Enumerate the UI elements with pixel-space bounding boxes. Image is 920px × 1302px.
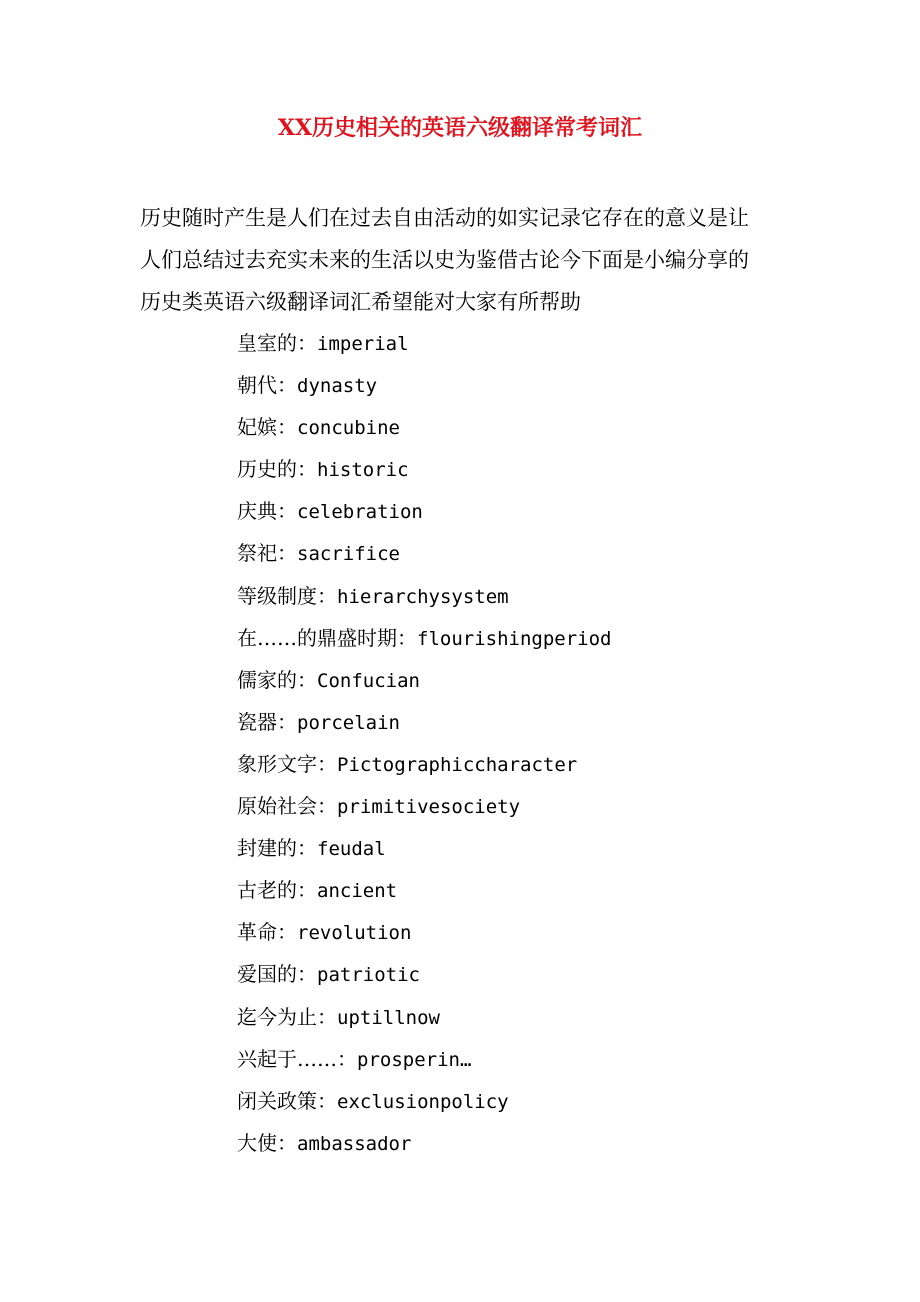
vocab-separator: ： <box>297 962 317 987</box>
vocab-chinese-term: 等级制度 <box>237 583 317 608</box>
vocab-english-term: porcelain <box>297 711 400 734</box>
vocab-english-term: ambassador <box>297 1132 412 1155</box>
vocab-chinese-term: 瓷器 <box>237 709 277 734</box>
vocab-english-term: historic <box>317 459 409 482</box>
vocab-english-term: patriotic <box>317 964 420 987</box>
vocab-chinese-term: 历史的 <box>237 457 297 482</box>
vocab-separator: ： <box>297 457 317 482</box>
vocab-separator: ： <box>297 878 317 903</box>
vocab-english-term: primitivesociety <box>337 796 521 819</box>
vocab-english-term: uptillnow <box>337 1006 440 1029</box>
vocab-chinese-term: 迄今为止 <box>237 1004 317 1029</box>
vocab-item <box>237 954 837 996</box>
vocab-separator: ： <box>277 541 297 566</box>
intro-line: 历史类英语六级翻译词汇希望能对大家有所帮助 <box>140 290 581 314</box>
vocab-separator: ： <box>317 751 337 776</box>
vocab-chinese-term: 古老的 <box>237 878 297 903</box>
vocab-separator: ： <box>277 499 297 524</box>
vocab-separator: ： <box>297 836 317 861</box>
vocab-english-term: imperial <box>317 333 409 355</box>
vocab-item <box>237 702 837 744</box>
vocab-separator: ： <box>277 415 297 440</box>
intro-paragraph <box>140 197 780 323</box>
vocab-chinese-term: 在……的鼎盛时期 <box>237 625 397 650</box>
vocab-item <box>237 1081 837 1123</box>
vocab-english-term: concubine <box>297 417 400 440</box>
vocab-english-term: ancient <box>317 880 398 903</box>
vocab-chinese-term: 妃嫔 <box>237 415 277 440</box>
vocab-separator: ： <box>317 583 337 608</box>
vocab-item <box>237 870 837 912</box>
vocab-item <box>237 576 837 618</box>
vocab-item <box>237 449 837 491</box>
vocab-english-term: celebration <box>297 501 423 524</box>
vocab-english-term: dynasty <box>297 375 378 398</box>
vocabulary-list <box>237 323 837 1165</box>
vocab-english-term: Pictographiccharacter <box>337 753 578 776</box>
vocab-separator: ： <box>277 1130 297 1155</box>
vocab-chinese-term: 原始社会 <box>237 794 317 819</box>
vocab-english-term: exclusionpolicy <box>337 1090 509 1113</box>
vocab-item <box>237 407 837 449</box>
vocab-item <box>237 744 837 786</box>
vocab-english-term: Confucian <box>317 669 420 692</box>
vocab-chinese-term: 大使 <box>237 1130 277 1155</box>
vocab-item <box>237 1123 837 1165</box>
intro-line: 历史随时产生是人们在过去自由活动的如实记录它存在的意义是让 <box>140 206 749 230</box>
vocab-separator: ： <box>337 1046 357 1071</box>
vocab-separator: ： <box>317 794 337 819</box>
vocab-separator: ： <box>297 667 317 692</box>
vocab-item <box>237 491 837 533</box>
vocab-chinese-term: 皇室的 <box>237 331 297 355</box>
document-title: XX历史相关的英语六级翻译常考词汇 <box>277 115 643 141</box>
vocab-english-term: sacrifice <box>297 543 400 566</box>
vocab-chinese-term: 朝代 <box>237 373 277 398</box>
vocab-english-term: feudal <box>317 838 386 861</box>
vocab-chinese-term: 爱国的 <box>237 962 297 987</box>
vocab-item <box>237 997 837 1039</box>
vocab-separator: ： <box>317 1004 337 1029</box>
vocab-chinese-term: 庆典 <box>237 499 277 524</box>
vocab-item <box>237 912 837 954</box>
vocab-item <box>237 786 837 828</box>
vocab-separator: ： <box>277 373 297 398</box>
vocab-item <box>237 365 837 407</box>
vocab-item <box>237 828 837 870</box>
vocab-english-term: revolution <box>297 922 412 945</box>
vocab-separator: ： <box>317 1088 337 1113</box>
vocab-separator: ： <box>277 920 297 945</box>
vocab-chinese-term: 兴起于…… <box>237 1046 337 1071</box>
vocab-chinese-term: 革命 <box>237 920 277 945</box>
vocab-item <box>237 1039 837 1081</box>
vocab-chinese-term: 祭祀 <box>237 541 277 566</box>
vocab-separator: ： <box>397 625 417 650</box>
vocab-item <box>237 533 837 575</box>
vocab-english-term: hierarchysystem <box>337 585 509 608</box>
vocab-chinese-term: 儒家的 <box>237 667 297 692</box>
vocab-chinese-term: 封建的 <box>237 836 297 861</box>
vocab-chinese-term: 象形文字 <box>237 751 317 776</box>
vocab-english-term: flourishingperiod <box>417 627 612 650</box>
vocab-english-term: prosperin… <box>357 1048 472 1071</box>
intro-line: 人们总结过去充实未来的生活以史为鉴借古论今下面是小编分享的 <box>140 248 749 272</box>
vocab-chinese-term: 闭关政策 <box>237 1088 317 1113</box>
vocab-item <box>237 660 837 702</box>
vocab-item <box>237 618 837 660</box>
vocab-separator: ： <box>297 331 317 355</box>
vocab-separator: ： <box>277 709 297 734</box>
vocab-item <box>237 323 837 365</box>
